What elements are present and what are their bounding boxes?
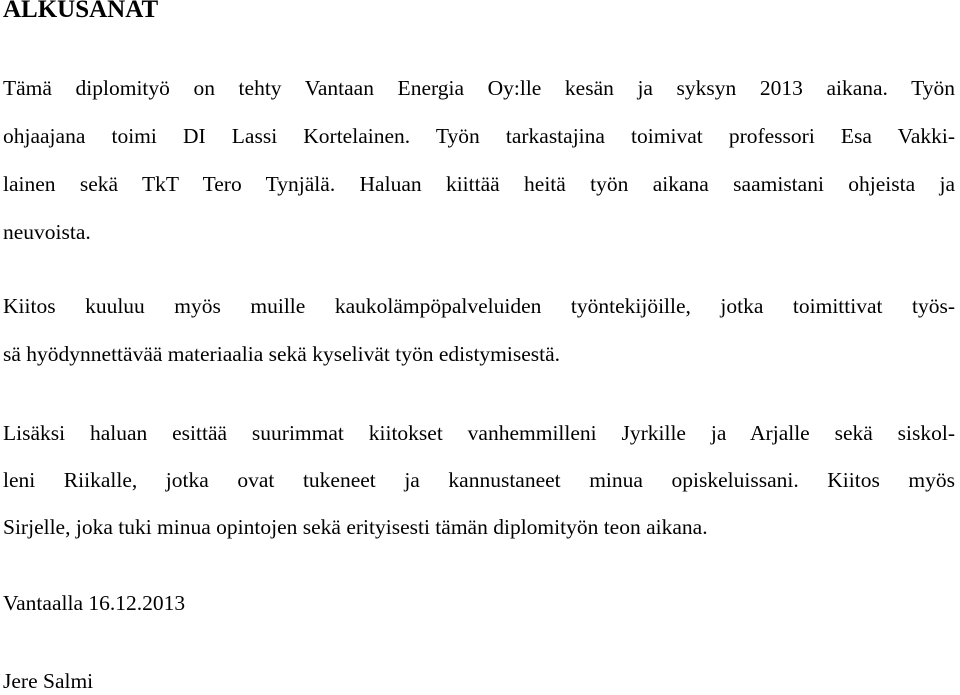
paragraph-line: neuvoista. — [3, 220, 91, 244]
signature-name: Jere Salmi — [3, 669, 94, 693]
page-heading: ALKUSANAT — [3, 0, 159, 23]
paragraph-line: Sirjelle, joka tuki minua opintojen sekä erityisesti tämän diplomityön teon aikana. — [3, 515, 708, 539]
paragraph-line: Lisäksi haluan esittää suurimmat kiitokset vanhemmilleni Jyrkille ja Arjalle sekä siskol- — [3, 421, 955, 445]
paragraph-line: lainen sekä TkT Tero Tynjälä. Haluan kiittää heitä työn aikana saamistani ohjeista ja — [3, 172, 955, 196]
paragraph-line: ohjaajana toimi DI Lassi Kortelainen. Työn tarkastajina toimivat professori Esa Vakki- — [3, 124, 955, 148]
paragraph-line: Tämä diplomityö on tehty Vantaan Energia Oy:lle kesän ja syksyn 2013 aikana. Työn — [3, 76, 955, 100]
paragraph-line: leni Riikalle, jotka ovat tukeneet ja kannustaneet minua opiskeluissani. Kiitos myös — [3, 468, 955, 492]
paragraph-line: Kiitos kuuluu myös muille kaukolämpöpalveluiden työntekijöille, jotka toimittivat työs- — [3, 294, 955, 318]
place-date: Vantaalla 16.12.2013 — [3, 591, 186, 615]
paragraph-line: sä hyödynnettävää materiaalia sekä kyselivät työn edistymisestä. — [3, 342, 561, 366]
